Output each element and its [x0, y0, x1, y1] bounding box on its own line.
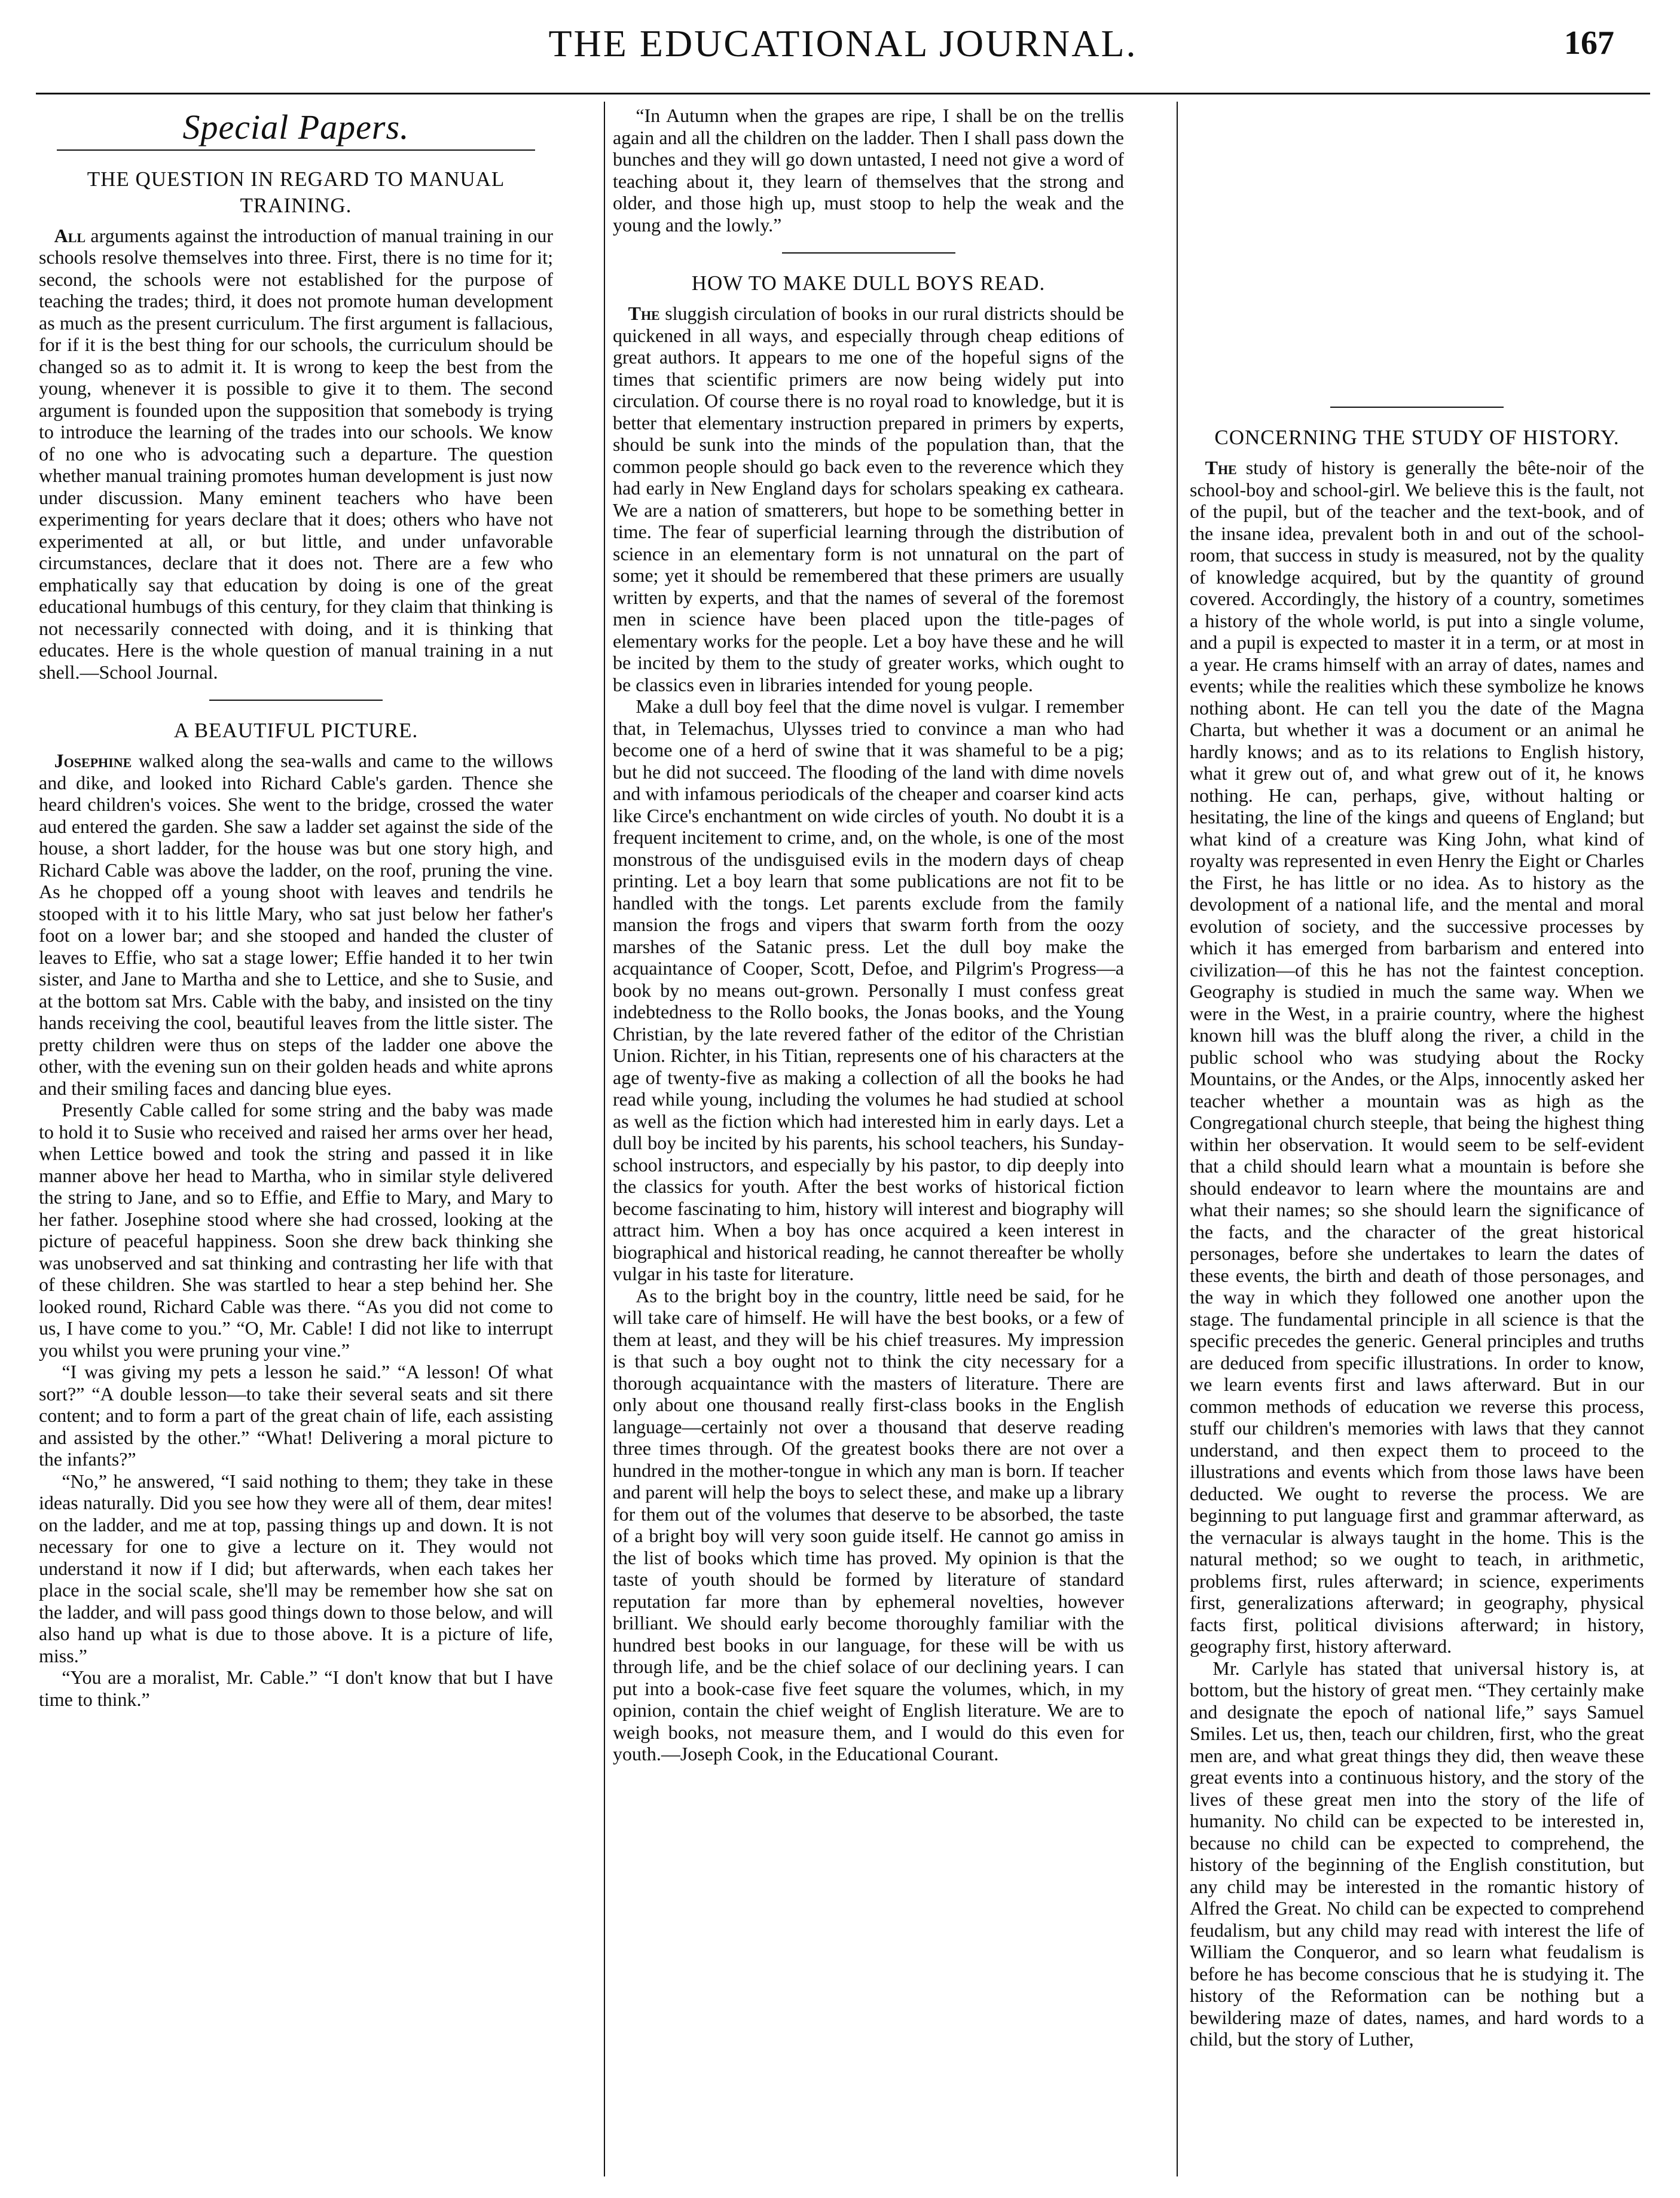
article-paragraph: “No,” he answered, “I said nothing to them; they take in these ideas naturally. Did you see how they were all of them, dear mites! on the ladder, and me at top, passing things up and down. It is not necessary for one to give a lecture on it. They would not understand it now if I did; but afterwards, when each takes her place in the social scale, she'll may be remember how she sat on the ladder, and will pass good things down to those below, and will also hand up what is due to those above. It is a picture of life, miss.” — [39, 1470, 553, 1666]
article-separator — [1330, 407, 1504, 408]
lead-word: The — [1205, 457, 1237, 478]
article-paragraph: “You are a moralist, Mr. Cable.” “I don't know that but I have time to think.” — [39, 1666, 553, 1710]
paragraph-text: walked along the sea-walls and came to the willows and dike, and looked into Richard Cable's garden. Thence she heard children's voices. She went to the bridge, crossed the water aud entered the garden. She saw a ladder set against the side of the house, a short ladder, for the house was but one story high, and Richard Cable was above the ladder, on the roof, pruning the vine. As he chopped off a young shoot with leaves and tendrils he stooped with it to his little Mary, who sat just below her father's foot on a lower bar; and she stooped and handed the cluster of leaves to Effie, who sat a stage lower; Effie handed it to her twin sister, and Jane to Martha and she to Lettice, and she to Susie, and at the bottom sat Mrs. Cable with the baby, and insisted on the tiny hands receiving the cool, beautiful leaves from the little sister. The pretty children were thus on steps of the ladder one above the other, with the evening sun on their golden heads and white aprons and their smiling faces and dancing blue eyes. — [39, 750, 553, 1099]
article-separator — [782, 252, 955, 254]
article-body-manual-training — [39, 225, 553, 683]
masthead — [36, 11, 1650, 94]
article-paragraph — [1190, 457, 1644, 1657]
lead-word: All — [54, 224, 86, 246]
paragraph-text: arguments against the introduction of manual training in our schools resolve themselves into three. First, there is no time for it; second, the schools were not established for the purpose of teaching the trades; third, it does not promote human development as much as the present curriculum. The first argument is fallacious, for if it is the best thing for our schools, the curriculum should be changed so as to admit it. It is wrong to keep the best from the young, whenever it is possible to give it to them. The second argument is founded upon the supposition that somebody is trying to introduce the learning of the trades into our schools. We know of no one who is advocating such a departure. The question whether manual training promotes human development is just now under discussion. Many eminent teachers who have been experimenting for years declare that it does; others who have not experimented at all, or but little, and under unfavorable circumstances, declare that it does not. There are a few who emphatically say that education by doing is one of the great educational humbugs of this century, for they claim that thinking is not necessarily connected with doing, and it is thinking that educates. Here is the whole question of manual training in a nut shell.—School Journal. — [39, 224, 553, 683]
article-paragraph — [39, 750, 553, 1099]
banner-rule — [57, 149, 535, 151]
column-divider-right — [1177, 102, 1178, 2176]
article-separator — [209, 700, 383, 701]
article-paragraph: Presently Cable called for some string and the baby was made to hold it to Susie who received and raised her arms over her head, when Lettice bowed and took the string and passed it in like manner above her head to Martha, who in similar style delivered the string to Jane, and so to Effie, and Effie to Mary, and Mary to her father. Josephine stood where she had crossed, looking at the picture of peaceful happiness. Soon she drew back thinking she was unobserved and sat thinking and contrasting her life with that of these children. She was startled to hear a step behind her. She looked round, Richard Cable was there. “As you did not come to us, I have come to you.” “O, Mr. Cable! I did not like to interrupt you whilst you were pruning your vine.” — [39, 1099, 553, 1361]
article-title-manual-training: THE QUESTION IN REGARD TO MANUAL TRAINING. — [87, 167, 505, 217]
column-left — [39, 105, 553, 2173]
page-number: 167 — [1564, 25, 1614, 62]
article-paragraph: Make a dull boy feel that the dime novel is vulgar. I remember that, in Telemachus, Ulysses tried to convince a man who had become one of a herd of swine that it was shameful to be a pig; but he did not succeed. The flooding of the land with dime novels and with infamous periodicals of the cheaper and coarser kind acts like Circe's enchantment on wide circles of youth. No doubt it is a frequent incitement to crime, and, on the whole, is one of the most monstrous of the undisguised evils in the modern days of cheap printing. Let a boy learn that some publications are not fit to be handled with the tongs. Let parents exclude from the family mansion the frogs and vipers that swarm forth from the oozy marshes of the Satanic press. Let the dull boy make the acquaintance of Cooper, Scott, Defoe, and Pilgrim's Progress—a book by no means out-grown. Personally I must confess great indebtedness to the Rollo books, the Jonas books, and the Young Christian, by the late revered father of the editor of the Christian Union. Richter, in his Titian, represents one of his characters at the age of twenty-five as making a collection of all the books he had read while young, including the volumes he had studied at school as well as the fiction which had interested him in early days. Let a dull boy be incited by his parents, his school teachers, his Sunday-school instructors, and especially by his pastor, to dip deeply into the classics for youth. After the best works of historical fiction become fascinating to him, history will interest and biography will attract him. When a boy has once acquired a keen interest in biographical and historical reading, he cannot thereafter be wholly vulgar in his taste for literature. — [613, 695, 1124, 1284]
article-title-history: CONCERNING THE STUDY OF HISTORY. — [1214, 426, 1620, 449]
lead-word: The — [628, 303, 660, 324]
article-paragraph: As to the bright boy in the country, little need be said, for he will take care of himself. He will have the best books, or a few of them at least, and they will be his chief treasures. My impression is that such a boy ought not to think the city necessary for a thorough acquaintance with the masters of literature. There are only about one thousand really first-class books in the English language—certainly not over a thousand that deserve reading three times through. Of the greatest books there are not over a hundred in the mother-tongue in which any man is born. If teacher and parent will help the boys to select these, and make up a library for them out of the volumes that deserve to be absorbed, the taste of a bright boy will very soon guide itself. He cannot go amiss in the list of books which time has proved. My opinion is that the taste of youth should be formed by literature of standard reputation far more than by ephemeral novelties, however brilliant. We should early become thoroughly familiar with the hundred best books in our language, for these will be with us through life, and be the chief solace of our declining years. I can put into a book-case five feet square the volumes, which, in my opinion, contain the chief weight of English literature. We are to weigh books, not measure them, and I would do this even for youth.—Joseph Cook, in the Educational Courant. — [613, 1284, 1124, 1764]
article-paragraph — [613, 303, 1124, 695]
column-middle — [613, 105, 1124, 2173]
section-banner: Special Papers. — [182, 108, 410, 146]
article-title-beautiful-picture: A BEAUTIFUL PICTURE. — [173, 719, 419, 742]
journal-title: THE EDUCATIONAL JOURNAL. — [548, 22, 1138, 65]
article-paragraph: Mr. Carlyle has stated that universal history is, at bottom, but the history of great men. “They certainly make and designate the epoch of national life,” says Samuel Smiles. Let us, then, teach our children, first, who the great men are, and what great things they did, then weave these great events into a continuous history, and the story of the lives of these great men into the story of the life of humanity. No child can be expected to be interested in, because no child can be expected to comprehend, the history of the beginning of the English constitution, but any child may be interested in the romantic history of Alfred the Great. No child can be expected to comprehend feudalism, but any child may read with interest the life of William the Conqueror, and so learn what feudalism is before he has become conscious that he is studying it. The history of the Reformation can be nothing but a bewildering maze of dates, names, and hard words to a child, but the story of Luther, — [1190, 1657, 1644, 2050]
paragraph-text: sluggish circulation of books in our rural districts should be quickened in all ways, and especially through cheap editions of great authors. It appears to me one of the hopeful signs of the times that scientific primers are now being widely put into circulation. Of course there is no royal road to knowledge, but it is better that elementary instruction prepared in primers by experts, should be sunk into the minds of the population than, that the common people should go back even to the reverence which they had early in New England days for scholars speaking ex catheara. We are a nation of smatterers, but hope to be something better in time. The fear of superficial learning through the distribution of science in an elementary form is not unnatural on the part of some; yet it should be remembered that these primers are usually written by experts, and that the names of several of the foremost men in science have been placed upon the title-pages of elementary works for the people. Let a boy have these and he will be incited by them to the study of greater works, which ought to be classics even in libraries intended for young people. — [613, 303, 1124, 695]
article-paragraph-continued: “In Autumn when the grapes are ripe, I shall be on the trellis again and all the children on the ladder. Then I shall pass down the bunches and they will go down untasted, I need not give a word of teaching about it, they learn of themselves that the strong and older, and those high up, must stoop to help the weak and the young and the lowly.” — [613, 105, 1124, 236]
article-paragraph: “I was giving my pets a lesson he said.” “A lesson! Of what sort?” “A double lesson—to take their several seats and sit there content; and to form a part of the great chain of life, each assisting and assisted by the other.” “What! Delivering a moral picture to the infants?” — [39, 1361, 553, 1470]
column-divider-left — [604, 102, 605, 2176]
article-title-dull-boys: HOW TO MAKE DULL BOYS READ. — [691, 271, 1046, 295]
lead-word: Josephine — [54, 750, 132, 771]
paragraph-text: study of history is generally the bête-noir of the school-boy and school-girl. We believe this is the fault, not of the pupil, but of the teacher and the text-book, and of the insane idea, prevalent both in and out of the school-room, that success in study is measured, not by the quality of knowledge acquired, but by the quantity of ground covered. Accordingly, the history of a country, sometimes a history of the whole world, is put into a single volume, and a pupil is expected to master it in a term, or at most in a year. He crams himself with an array of dates, names and events; while the realities which these symbolize he knows nothing abont. He can tell you the date of the Magna Charta, but whether it was a document or an animal he hardly knows; and as to its relations to English history, what it grew out of, and what grew out of it, he knows nothing. He can, perhaps, give, without halting or hesitating, the line of the kings and queens of England; but what kind of a creature was King John, what kind of royalty was represented in even Henry the Eight or Charles the First, he has little or no idea. As to history as the devolopment of a national life, and the mental and moral evolution of society, and the successive processes by which it has emerged from barbarism and entered into civilization—of this he has not the faintest conception. Geography is studied in much the same way. When we were in the West, in a prairie country, where the highest known hill was the bluff along the river, a child in the public school who was studying about the Rocky Mountains, or the Andes, or the Alps, innocently asked her teacher whether a mountain was as high as the Congregational church steeple, that being the highest thing within her observation. It would seem to be self-evident that a child should learn what a mountain is before she should endeavor to learn where the mountains are and what their names; so she should learn the significance of the facts, and the character of the great historical personages, before she undertakes to learn the dates of these events, the birth and death of those personages, and the way in which they followed one another upon the stage. The fundamental principle in all science is that the specific precedes the generic. General principles and truths are deduced from specific illustrations. In order to know, we learn events first and laws afterward. But in our common methods of education we reverse this process, stuff our children's memories with laws that they cannot understand, and then expect them to proceed to the illustrations and events which from those laws have been deducted. We ought to reverse the process. We are beginning to put language first and grammar afterward, as the vernacular is always taught in the home. This is the natural method; so we ought to teach, in arithmetic, problems first, rules afterward; in science, experiments first, generalizations afterward; in geography, physical facts first, political divisions afterward; in history, geography first, history afterward. — [1190, 457, 1644, 1657]
column-right — [1190, 105, 1644, 2173]
